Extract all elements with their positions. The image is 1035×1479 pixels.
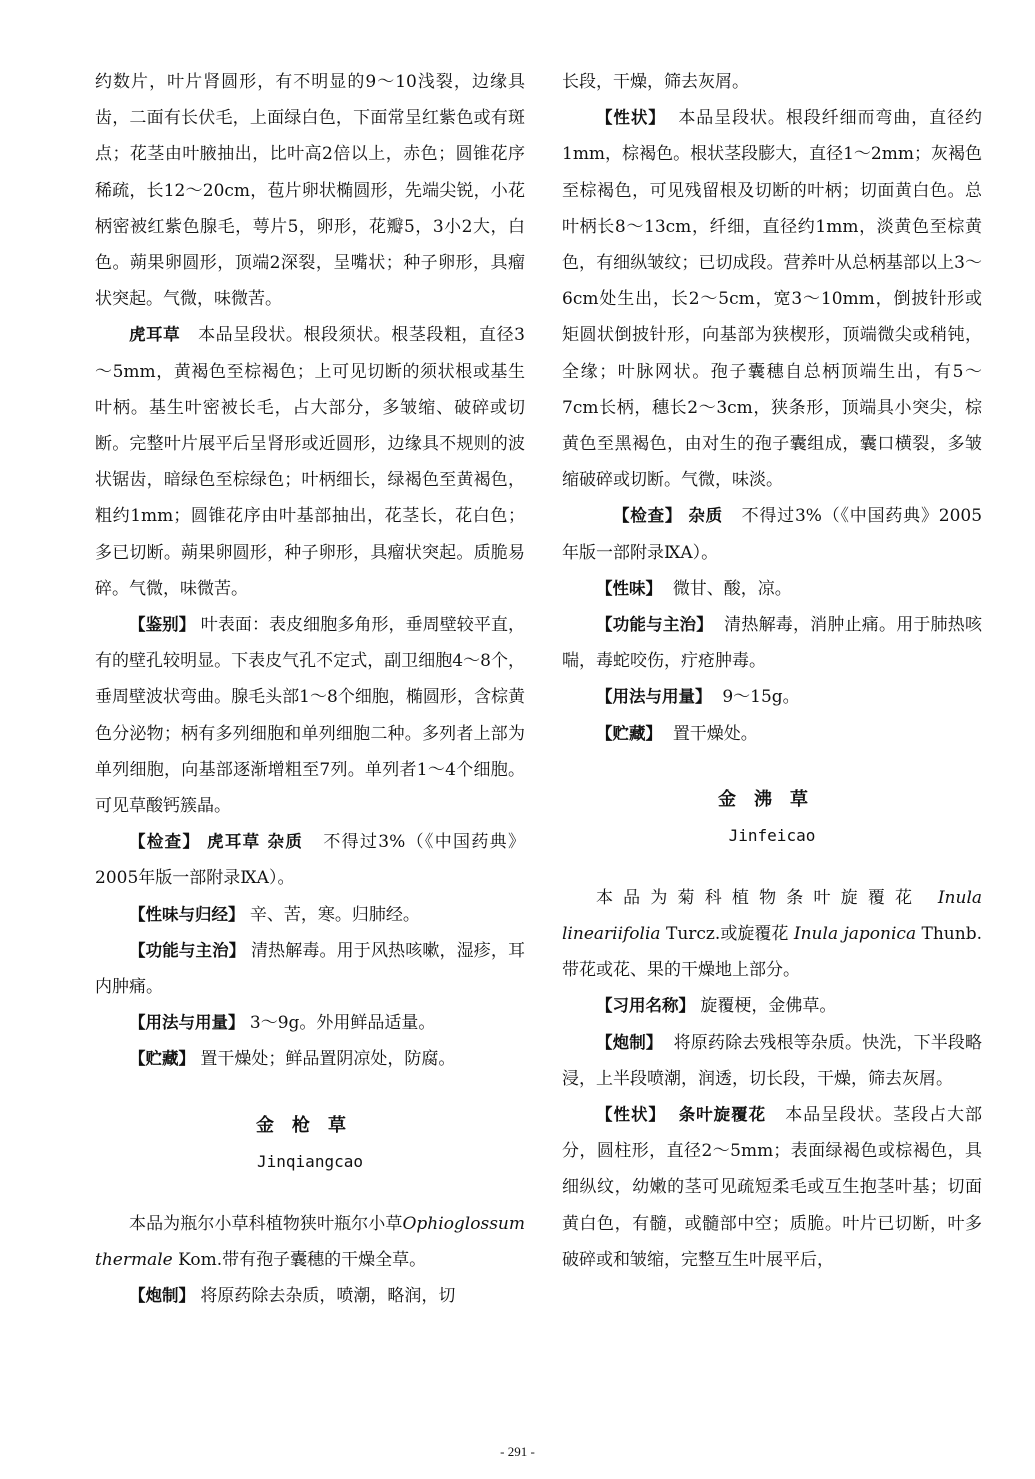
common-name-label: 【习用名称】 [596, 996, 695, 1016]
source-text-a: 本品为瓶尔小草科植物狭叶瓶尔小草 [129, 1213, 403, 1234]
function-text: 清热解毒，消肿止痛。用于肺热咳喘，毒蛇咬伤，疔疮肿毒。 [562, 615, 983, 672]
paragraph-inspection [95, 824, 525, 896]
storage-text: 置干燥处。 [672, 723, 758, 744]
usage-dosage-text: 3～9g。外用鲜品适量。 [249, 1013, 436, 1034]
section-spacer [95, 1180, 525, 1206]
inspection-text: 不得过3%（《中国药典》2005年版一部附录ⅨA）。 [562, 506, 983, 563]
taste-meridian-text: 辛、苦，寒。归肺经。 [249, 904, 420, 925]
taste-text: 微甘、酸，凉。 [672, 578, 792, 599]
paragraph-storage [95, 1041, 525, 1077]
function-label: 【功能与主治】 [596, 615, 713, 635]
processing-text: 将原药除去残根等杂质。快洗，下半段略浸，上半段喷潮，润透，切长段，干燥，筛去灰屑。 [562, 1032, 983, 1089]
processing-label: 【炮制】 [596, 1032, 663, 1052]
section-spacer [95, 1078, 525, 1108]
paragraph-identification [95, 607, 525, 824]
storage-label: 【贮藏】 [596, 723, 662, 743]
page-number: - 291 - [500, 1444, 535, 1459]
inspection-subject: 虎耳草 杂质 [207, 832, 304, 852]
taste-meridian-label: 【性味与归经】 [129, 904, 245, 924]
source-text-b: Kom.带有孢子囊穗的干燥全草。 [178, 1249, 427, 1270]
paragraph-processing [95, 1278, 525, 1314]
identification-label: 【鉴别】 [129, 615, 196, 635]
paragraph-usage-dosage [95, 1005, 525, 1041]
huercao-text: 本品呈段状。根段须状。根茎段粗，直径3～5mm，黄褐色至棕褐色；上可见切断的须状根或基生叶柄。基生叶密被长毛，占大部分，多皱缩、破碎或切断。完整叶片展平后呈肾形或近圆形，边缘具不规则的波状锯齿，暗绿色至棕绿色；叶柄细长，绿褐色至黄褐色，粗约1mm；圆锥花序由叶基部抽出，花茎长，花白色；多已切断。蒴果卵圆形，种子卵形，具瘤状突起。质脆易碎。气微，味微苦。 [95, 325, 525, 599]
character-label: 【性状】 [596, 1105, 666, 1125]
left-column [95, 64, 525, 1314]
entry-title-jinfeicao: 金沸草 [718, 788, 826, 810]
function-label: 【功能与主治】 [129, 940, 246, 960]
inspection-label: 【检查】 [613, 506, 683, 526]
processing-text: 将原药除去杂质，喷潮，略润，切 [200, 1286, 456, 1307]
paragraph-taste [562, 571, 982, 607]
paragraph-usage-dosage [562, 679, 982, 715]
inspection-label: 【检查】 [129, 832, 201, 852]
source-latin-name: Ophioglossum thermale [95, 1213, 525, 1270]
paragraph-function [562, 607, 982, 679]
paragraph-processing-continued: 长段，干燥，筛去灰屑。 [562, 72, 749, 92]
inspection-text: 不得过3%（《中国药典》2005年版一部附录ⅨA）。 [95, 832, 525, 889]
paragraph-storage [562, 716, 982, 752]
source-latin-name-1: Inula lineariifolia [562, 887, 983, 945]
character-text: 本品呈段状。根段纤细而弯曲，直径约1mm，棕褐色。根状茎段膨大，直径1～2mm；灰褐色至棕褐色，可见残留根及切断的叶柄；切面黄白色。总叶柄长8～13cm，纤细，直径约1mm，淡黄色至棕黄色，有细纵皱纹；已切成段。营养叶从总柄基部以上3～6cm处生出，长2～5cm，宽3～10mm，倒披针形或矩圆状倒披针形，向基部为狭楔形，顶端微尖或稍钝，全缘；叶脉网状。孢子囊穗自总柄顶端生出，有5～7cm长柄，穗长2～3cm，狭条形，顶端具小突尖，棕黄色至黑褐色，由对生的孢子囊组成，囊口横裂，多皱缩破碎或切断。气微，味淡。 [562, 108, 983, 491]
entry-title-jinqiangcao: 金枪草 [256, 1114, 364, 1136]
right-column [562, 64, 982, 1278]
character-label: 【性状】 [596, 108, 666, 128]
processing-label: 【炮制】 [129, 1286, 195, 1306]
inspection-subject: 杂质 [688, 506, 723, 526]
character-subject: 条叶旋覆花 [678, 1105, 767, 1125]
character-text: 本品呈段状。茎段占大部分，圆柱形，直径2～5mm；表面绿褐色或棕褐色，具细纵纹，幼嫩的茎可见疏短柔毛或互生抱茎叶基；切面黄白色，有髓，或髓部中空；质脆。叶片已切断，叶多破碎或和皱缩，完整互生叶展平后， [562, 1105, 983, 1270]
storage-text: 置干燥处；鲜品置阴凉处，防腐。 [200, 1049, 456, 1070]
source-text-c: Thunb.带花或花、果的干燥地上部分。 [562, 924, 982, 981]
paragraph-continued-description: 约数片，叶片肾圆形，有不明显的9～10浅裂，边缘具齿，二面有长伏毛，上面绿白色，下面常呈红紫色或有斑点；花茎由叶腋抽出，比叶高2倍以上，赤色；圆锥花序稀疏，长12～20cm，苞片卵状椭圆形，先端尖锐，小花柄密被红紫色腺毛，萼片5，卵形，花瓣5，3小2大，白色。蒴果卵圆形，顶端2深裂，呈嘴状；种子卵形，具瘤状突起。气微，味微苦。 [95, 72, 525, 310]
paragraph-common-name [562, 988, 982, 1024]
entry-pinyin-jinqiangcao: Jinqiangcao [257, 1151, 363, 1171]
paragraph-processing [562, 1025, 982, 1097]
source-text-b: Turcz.或旋覆花 [666, 924, 789, 945]
section-spacer [562, 854, 982, 880]
paragraph-taste-meridian [95, 897, 525, 933]
usage-dosage-text: 9～15g。 [722, 687, 800, 708]
source-text-a: 本品为菊科植物条叶旋覆花 [596, 887, 923, 908]
paragraph-source [95, 1206, 525, 1278]
storage-label: 【贮藏】 [129, 1049, 195, 1069]
paragraph-inspection [562, 498, 982, 570]
paragraph-source [562, 880, 982, 989]
source-latin-name-2: Inula japonica [793, 924, 917, 945]
paragraph-character [562, 100, 982, 498]
usage-dosage-label: 【用法与用量】 [129, 1013, 245, 1033]
entry-pinyin-jinfeicao: Jinfeicao [728, 825, 816, 845]
function-text: 清热解毒。用于风热咳嗽，湿疹，耳内肿痛。 [95, 940, 526, 998]
huercao-label: 虎耳草 [129, 325, 181, 345]
taste-label: 【性味】 [596, 578, 662, 598]
usage-dosage-label: 【用法与用量】 [596, 687, 712, 707]
paragraph-character-2 [562, 1097, 982, 1278]
common-name-text: 旋覆梗，金佛草。 [700, 996, 837, 1017]
paragraph-function [95, 933, 525, 1005]
section-spacer [562, 752, 982, 782]
paragraph-huercao-character [95, 317, 525, 607]
identification-text: 叶表面：表皮细胞多角形，垂周壁较平直，有的壁孔较明显。下表皮气孔不定式，副卫细胞4～8个，垂周壁波状弯曲。腺毛头部1～8个细胞，椭圆形，含棕黄色分泌物；柄有多列细胞和单列细胞二种。多列者上部为单列细胞，向基部逐渐增粗至7列。单列者1～4个细胞。可见草酸钙簇晶。 [95, 615, 526, 817]
